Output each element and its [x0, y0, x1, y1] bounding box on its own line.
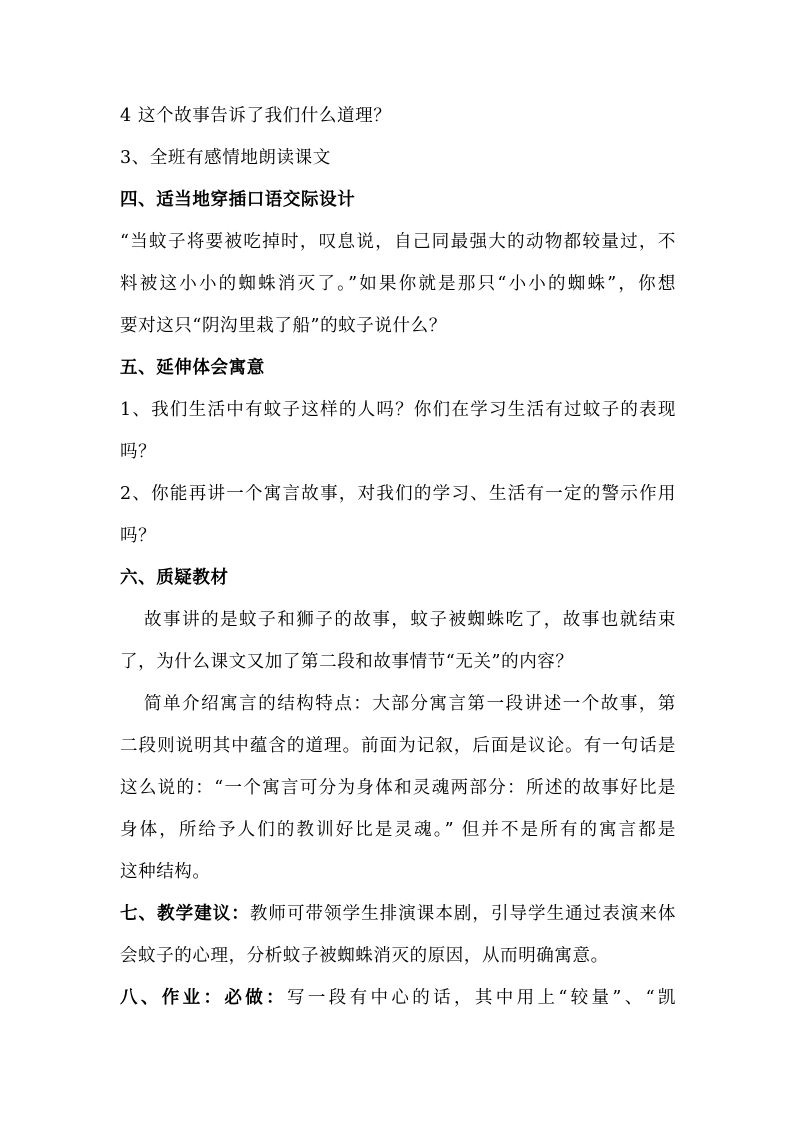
section-5-heading: 五、延伸体会寓意 — [120, 358, 265, 378]
paragraph-line: 二段则说明其中蕴含的道理。前面为记叙，后面是议论。有一句话是 — [120, 736, 676, 756]
section-8-heading: 八、作业：必做： — [120, 988, 287, 1008]
paragraph-line: 身体，所给予人们的教训好比是灵魂。” 但并不是所有的寓言都是 — [120, 820, 676, 840]
paragraph-line: 1、我们生活中有蚊子这样的人吗？你们在学习生活有过蚊子的表现 — [120, 400, 676, 420]
step-3-line: 3、全班有感情地朗读课文 — [120, 148, 331, 168]
paragraph-line: 2、你能再讲一个寓言故事，对我们的学习、生活有一定的警示作用 — [120, 484, 676, 504]
section-7-text: 教师可带领学生排演课本剧，引导学生通过表演来体 — [249, 904, 676, 924]
paragraph-line: 料被这小小的蜘蛛消灭了。”如果你就是那只“小小的蜘蛛”，你想 — [120, 274, 676, 294]
paragraph-line: 简单介绍寓言的结构特点：大部分寓言第一段讲述一个故事，第 — [144, 694, 676, 714]
paragraph-line: 会蚊子的心理，分析蚊子被蜘蛛消灭的原因，从而明确寓意。 — [120, 946, 609, 966]
paragraph-line: 吗？ — [120, 526, 157, 546]
section-6-heading: 六、质疑教材 — [120, 568, 229, 588]
paragraph-line: 这么说的：“一个寓言可分为身体和灵魂两部分：所述的故事好比是 — [120, 778, 676, 798]
section-8-text: 写一段有中心的话，其中用上“较量”、“凯 — [286, 988, 676, 1008]
section-7-heading: 七、教学建议： — [120, 904, 250, 924]
paragraph-line: 吗？ — [120, 442, 157, 462]
section-7-line — [120, 902, 676, 926]
paragraph-line: 故事讲的是蚊子和狮子的故事，蚊子被蜘蛛吃了，故事也就结束 — [144, 610, 676, 630]
paragraph-line: 这种结构。 — [120, 862, 211, 882]
paragraph-line: 了，为什么课文又加了第二段和故事情节“无关”的内容？ — [120, 652, 574, 672]
section-4-heading: 四、适当地穿插口语交际设计 — [120, 190, 356, 210]
question-4-line: 4 这个故事告诉了我们什么道理？ — [120, 106, 392, 126]
paragraph-line: 要对这只“阴沟里栽了船”的蚊子说什么？ — [120, 316, 447, 336]
section-8-line — [120, 986, 676, 1010]
paragraph-line: “当蚊子将要被吃掉时，叹息说，自己同最强大的动物都较量过，不 — [120, 232, 676, 252]
